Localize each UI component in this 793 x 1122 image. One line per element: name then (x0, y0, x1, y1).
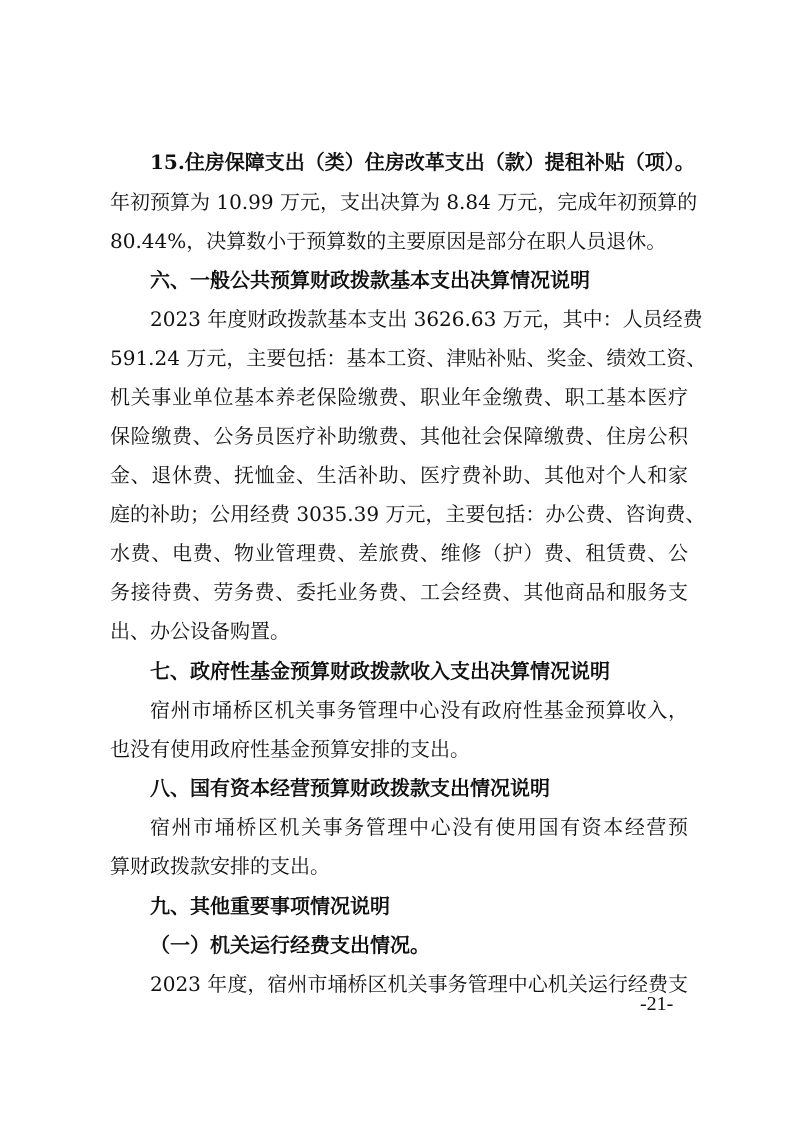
body-text: 金、退休费、抚恤金、生活补助、医疗费补助、其他对个人和家 (110, 463, 688, 487)
body-line (0, 969, 793, 999)
body-text: 宿州市埇桥区机关事务管理中心没有政府性基金预算收入， (150, 698, 688, 722)
item-15-heading-text: 15.住房保障支出（类）住房改革支出（款）提租补贴（项）。 (150, 150, 695, 174)
body-text: 80.44%，决算数小于预算数的主要原因是部分在职人员退休。 (110, 229, 667, 253)
section-7-heading (0, 656, 793, 686)
section-8-heading-text: 八、国有资本经营预算财政拨款支出情况说明 (150, 776, 550, 800)
body-text: 宿州市埇桥区机关事务管理中心没有使用国有资本经营预 (150, 815, 688, 839)
body-line (0, 538, 793, 568)
section-7-heading-text: 七、政府性基金预算财政拨款收入支出决算情况说明 (150, 659, 610, 683)
body-line (0, 695, 793, 725)
page-number: -21- (640, 993, 674, 1015)
subsection-heading-text: （一）机关运行经费支出情况。 (150, 933, 430, 957)
body-text: 也没有使用政府性基金预算安排的支出。 (110, 737, 470, 761)
body-text: 机关事业单位基本养老保险缴费、职业年金缴费、职工基本医疗 (110, 385, 688, 409)
body-text: 庭的补助；公用经费 3035.39 万元，主要包括：办公费、咨询费、 (110, 502, 706, 526)
body-text: 2023 年度，宿州市埇桥区机关事务管理中心机关运行经费支 (150, 972, 688, 996)
body-line (0, 734, 793, 764)
body-line (0, 460, 793, 490)
body-line (0, 616, 793, 646)
section-9-heading (0, 891, 793, 921)
body-line (0, 851, 793, 881)
body-text: 591.24 万元，主要包括：基本工资、津贴补贴、奖金、绩效工资、 (110, 346, 707, 370)
body-line (0, 187, 793, 217)
body-text: 年初预算为 10.99 万元，支出决算为 8.84 万元，完成年初预算的 (110, 190, 698, 214)
section-6-heading-text: 六、一般公共预算财政拨款基本支出决算情况说明 (150, 268, 590, 292)
body-line (0, 382, 793, 412)
body-line (0, 343, 793, 373)
body-text: 出、办公设备购置。 (110, 619, 290, 643)
body-line (0, 577, 793, 607)
body-text: 务接待费、劳务费、委托业务费、工会经费、其他商品和服务支 (110, 580, 688, 604)
section-8-heading (0, 773, 793, 803)
body-line (0, 499, 793, 529)
body-text: 2023 年度财政拨款基本支出 3626.63 万元，其中：人员经费 (150, 307, 703, 331)
body-text: 算财政拨款安排的支出。 (110, 854, 330, 878)
item-15-heading (0, 147, 793, 177)
body-line (0, 812, 793, 842)
section-9-heading-text: 九、其他重要事项情况说明 (150, 894, 390, 918)
body-line (0, 226, 793, 256)
body-text: 水费、电费、物业管理费、差旅费、维修（护）费、租赁费、公 (110, 541, 688, 565)
section-6-heading (0, 265, 793, 295)
body-text: 保险缴费、公务员医疗补助缴费、其他社会保障缴费、住房公积 (110, 424, 688, 448)
body-line (0, 304, 793, 334)
subsection-heading (0, 930, 793, 960)
body-line (0, 421, 793, 451)
